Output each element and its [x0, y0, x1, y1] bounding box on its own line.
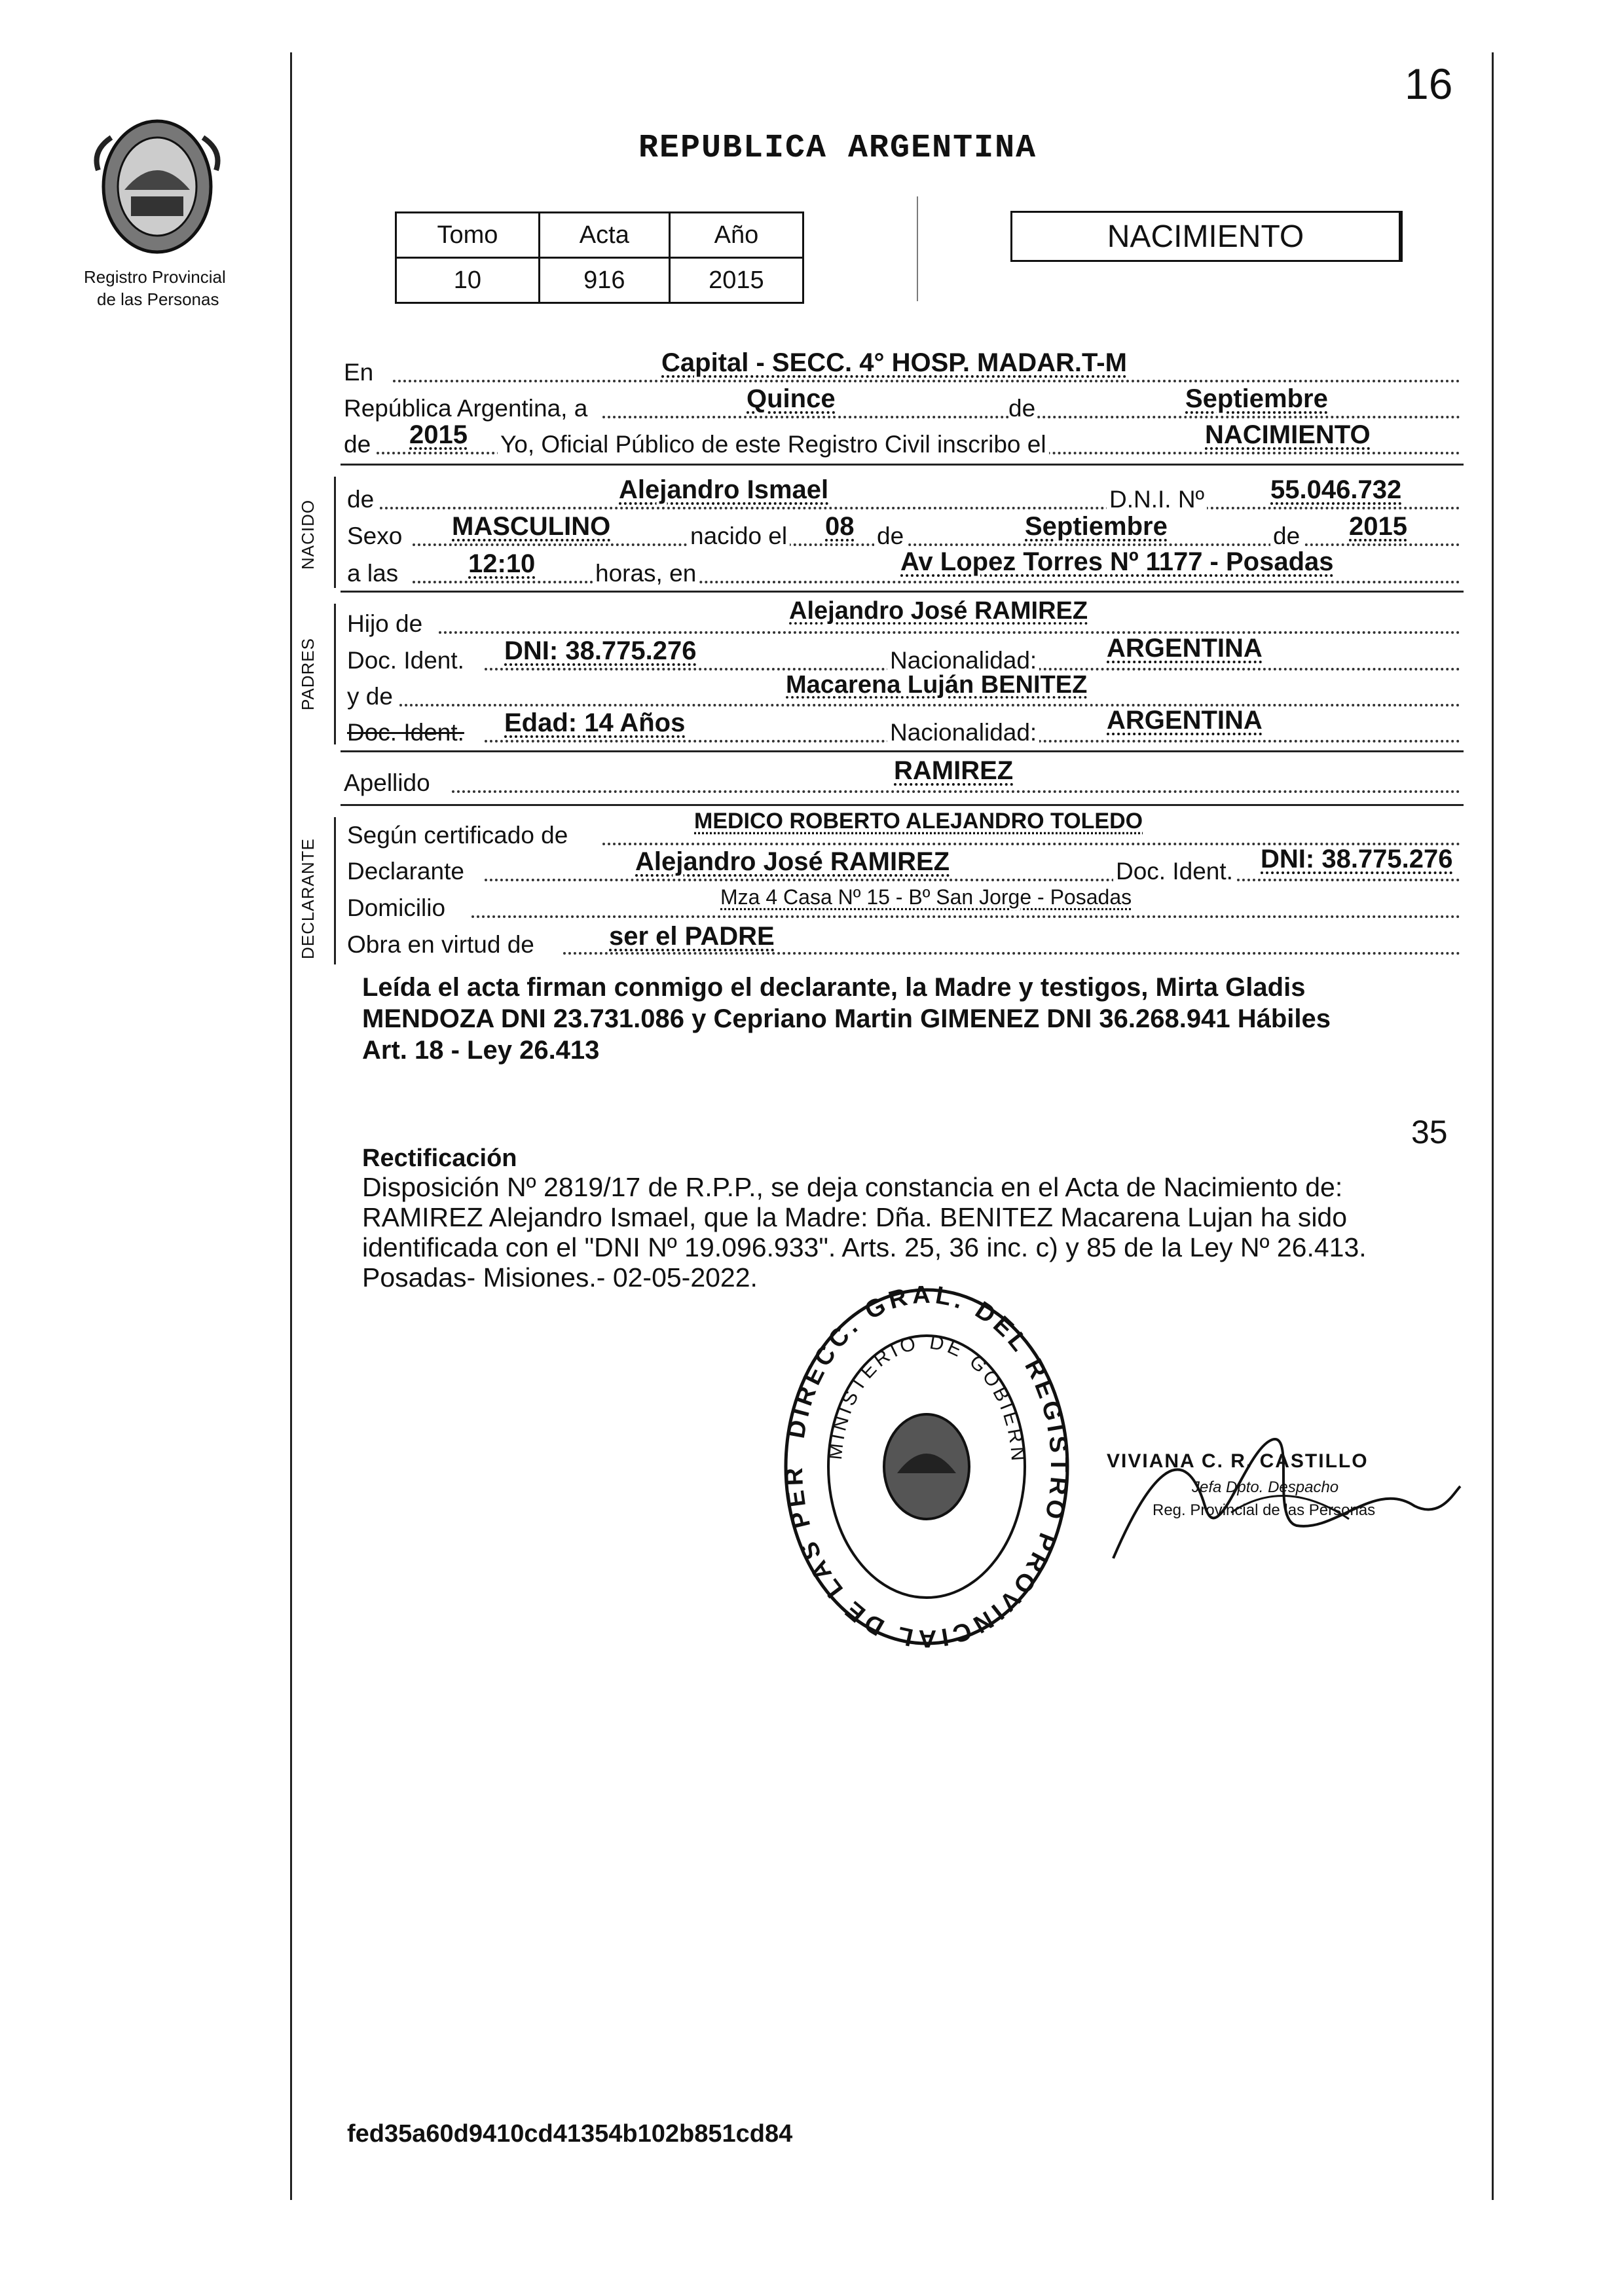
- nacido-de-label-3: de: [1270, 522, 1302, 550]
- rect-line-2: RAMIREZ Alejandro Ismael, que la Madre: Dña. BENITEZ Macarena Lujan ha sido: [362, 1202, 1348, 1232]
- year-value: 2015: [409, 420, 468, 449]
- en-label: En: [344, 359, 374, 386]
- tomo-value: 10: [396, 258, 540, 303]
- nacido-de-label: de: [347, 486, 375, 513]
- birth-year: 2015: [1349, 512, 1407, 541]
- birth-time: 12:10: [468, 549, 536, 578]
- child-dni: 55.046.732: [1270, 475, 1402, 504]
- sexo-label: Sexo: [347, 522, 403, 549]
- declarante-doc: DNI: 38.775.276: [1261, 845, 1453, 873]
- republica-label: República Argentina, a: [344, 395, 588, 422]
- ministry-stamp-icon: [776, 1283, 1077, 1650]
- sexo-value: MASCULINO: [452, 512, 611, 541]
- father-name: Alejandro José RAMIREZ: [789, 597, 1088, 625]
- closing-line-2: MENDOZA DNI 23.731.086 y Cepriano Martin GIMENEZ DNI 36.268.941 Hábiles: [362, 1004, 1331, 1033]
- father-doc: DNI: 38.775.276: [504, 636, 697, 665]
- obra-value: ser el PADRE: [609, 922, 775, 951]
- acta-value: 916: [539, 258, 669, 303]
- signature-office: Reg. Provincial de las Personas: [1153, 1501, 1376, 1519]
- yo-text: Yo, Oficial Público de este Registro Civil inscribo el: [498, 431, 1049, 458]
- signature-title: Jefa Dpto. Despacho: [1192, 1478, 1339, 1496]
- signature: [1100, 1427, 1467, 1571]
- acta-header: Acta: [539, 213, 669, 258]
- hijo-label: Hijo de: [347, 610, 423, 637]
- mother-name: Macarena Luján BENITEZ: [786, 671, 1088, 699]
- closing-line-1: Leída el acta firman conmigo el declarante, la Madre y testigos, Mirta Gladis: [362, 973, 1306, 1002]
- provincial-seal-icon: [85, 111, 229, 262]
- nacido-side-label: NACIDO: [298, 499, 318, 570]
- left-margin-line: [290, 52, 292, 2200]
- birth-month: Septiembre: [1025, 512, 1168, 541]
- document-hash: fed35a60d9410cd41354b102b851cd84: [347, 2120, 793, 2148]
- declarante-doc-label: Doc. Ident.: [1113, 858, 1236, 885]
- declarante-name: Alejandro José RAMIREZ: [635, 847, 950, 876]
- center-fold-line: [917, 196, 918, 301]
- rect-line-3: identificada con el "DNI Nº 19.096.933". Arts. 25, 36 inc. c) y 85 de la Ley Nº 26.413.: [362, 1232, 1367, 1262]
- rect-number: 35: [1411, 1114, 1448, 1150]
- closing-line-3: Art. 18 - Ley 26.413: [362, 1036, 600, 1065]
- day-value: Quince: [747, 384, 836, 413]
- father-nacionalidad: ARGENTINA: [1107, 634, 1263, 663]
- signature-name: VIVIANA C. R. CASTILLO: [1107, 1450, 1369, 1472]
- handwritten-signature-icon: [1100, 1427, 1467, 1571]
- official-stamp: [776, 1283, 1077, 1650]
- child-name: Alejandro Ismael: [619, 475, 829, 504]
- de-label-2: de: [344, 431, 371, 458]
- cert-value: MEDICO ROBERTO ALEJANDRO TOLEDO: [694, 809, 1143, 834]
- record-table: [395, 211, 804, 304]
- nacido-de-label-2: de: [874, 522, 906, 550]
- father-nac-label: Nacionalidad:: [887, 647, 1039, 674]
- right-margin-line: [1492, 52, 1494, 2200]
- birth-place: Av Lopez Torres Nº 1177 - Posadas: [900, 547, 1334, 576]
- stamp-outer-text: DIRECC. GRAL. DEL REGISTRO PROVINCIAL DE LAS PER: [780, 1283, 1073, 1650]
- nacido-el-label: nacido el: [688, 522, 790, 550]
- logo-caption-2: de las Personas: [97, 289, 219, 309]
- country-title: REPUBLICA ARGENTINA: [638, 130, 1037, 167]
- registry-logo: [85, 111, 229, 262]
- mother-nac-label: Nacionalidad:: [887, 719, 1039, 746]
- act-type-box: [1010, 211, 1403, 262]
- inscribo-value: NACIMIENTO: [1205, 420, 1371, 449]
- alas-label: a las: [347, 560, 399, 587]
- tomo-header: Tomo: [396, 213, 540, 258]
- dni-label: D.N.I. Nº: [1107, 486, 1207, 513]
- obra-label: Obra en virtud de: [347, 931, 534, 958]
- mother-nacionalidad: ARGENTINA: [1107, 706, 1263, 735]
- apellido-label: Apellido: [344, 769, 430, 796]
- domicilio-value: Mza 4 Casa Nº 15 - Bº San Jorge - Posadas: [720, 885, 1132, 909]
- apellido-value: RAMIREZ: [894, 756, 1014, 785]
- yde-label: y de: [347, 683, 393, 710]
- de-label-1: de: [1008, 395, 1036, 422]
- cert-label: Según certificado de: [347, 822, 568, 849]
- birth-day: 08: [825, 512, 855, 541]
- padres-side-label: PADRES: [298, 638, 318, 710]
- rect-body: [362, 1172, 1367, 1292]
- page-number: 16: [1405, 60, 1453, 108]
- rect-line-4: Posadas- Misiones.- 02-05-2022.: [362, 1262, 758, 1292]
- closing-paragraph: [362, 972, 1331, 1066]
- anio-header: Año: [669, 213, 803, 258]
- mother-doc-label: Doc. Ident.: [347, 719, 464, 746]
- rect-line-1: Disposición Nº 2819/17 de R.P.P., se deja constancia en el Acta de Nacimiento de:: [362, 1172, 1343, 1202]
- mother-doc: Edad: 14 Años: [504, 708, 686, 737]
- anio-value: 2015: [669, 258, 803, 303]
- act-type-label: NACIMIENTO: [1107, 219, 1304, 254]
- horas-label: horas, en: [593, 560, 699, 587]
- rect-title: Rectificación: [362, 1145, 517, 1172]
- month-value: Septiembre: [1185, 384, 1328, 413]
- en-value: Capital - SECC. 4° HOSP. MADAR.T-M: [661, 348, 1127, 377]
- father-doc-label: Doc. Ident.: [347, 647, 464, 674]
- declarante-side-label: DECLARANTE: [298, 838, 318, 959]
- stamp-inner-text: MINISTERIO DE GOBIERN: [824, 1331, 1029, 1465]
- logo-caption-1: Registro Provincial: [84, 267, 226, 287]
- declarante-label: Declarante: [347, 858, 464, 885]
- domicilio-label: Domicilio: [347, 894, 446, 921]
